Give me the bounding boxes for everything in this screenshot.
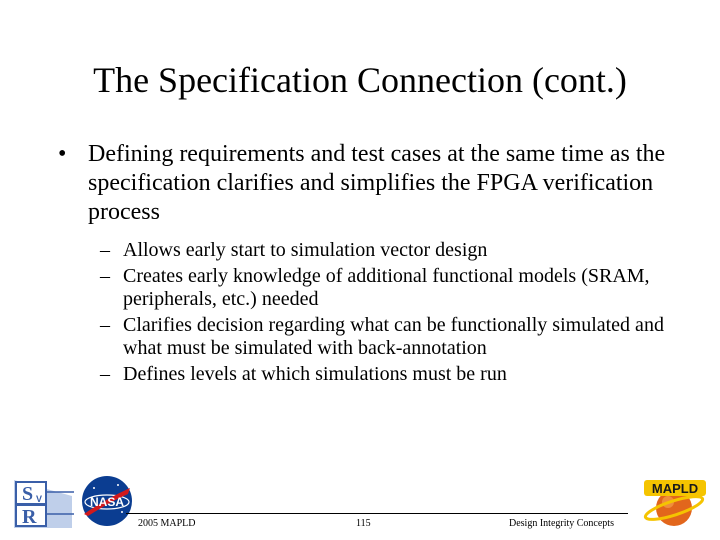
sub-text: Creates early knowledge of additional functional models (SRAM, peripherals, etc.) needed xyxy=(123,265,650,310)
footer-rule xyxy=(126,513,628,514)
footer-page-number: 115 xyxy=(356,518,371,529)
sub-marker: – xyxy=(100,314,110,336)
svg-text:NASA: NASA xyxy=(89,495,125,509)
svg-text:S: S xyxy=(22,483,34,505)
sub-text: Defines levels at which simulations must be run xyxy=(123,363,507,385)
sub-list xyxy=(58,239,678,386)
sub-item xyxy=(100,265,678,311)
mapld-logo xyxy=(628,476,714,532)
svg-text:MAPLD: MAPLD xyxy=(651,481,699,496)
footer-right: Design Integrity Concepts xyxy=(509,518,614,529)
bullet-text: Defining requirements and test cases at the same time as the specification clarifies and simplifies the FPGA verification process xyxy=(88,141,666,225)
bullet-marker: • xyxy=(58,141,67,167)
sub-text: Allows early start to simulation vector design xyxy=(123,239,488,261)
sub-text: Clarifies decision regarding what can be functionally simulated and what must be simulated with back-annotation xyxy=(123,314,664,359)
svr-logo xyxy=(10,478,76,530)
footer-left: 2005 MAPLD xyxy=(138,518,196,529)
svg-text:R: R xyxy=(22,506,37,528)
svg-text:V: V xyxy=(36,494,43,504)
slide-title: The Specification Connection (cont.) xyxy=(93,60,627,100)
bullet-item xyxy=(58,140,678,227)
sub-item xyxy=(100,363,678,386)
nasa-logo xyxy=(80,474,134,528)
sub-marker: – xyxy=(100,265,110,287)
sub-item xyxy=(100,239,678,262)
sub-marker: – xyxy=(100,239,110,261)
slide-body xyxy=(58,140,678,386)
sub-marker: – xyxy=(100,363,110,385)
sub-item xyxy=(100,314,678,360)
